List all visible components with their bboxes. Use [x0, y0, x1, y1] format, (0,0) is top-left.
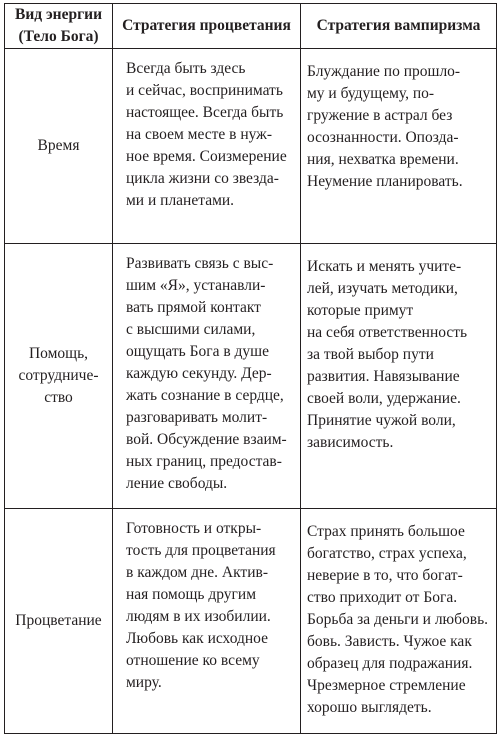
table-row	[5, 509, 497, 734]
cell-line: ное время. Соизмерение	[126, 148, 287, 165]
cell-line: каждую секунду. Дер-	[126, 365, 272, 382]
header-line: вампиризма	[394, 17, 481, 34]
cell-line: Любовь как исходное	[126, 630, 269, 647]
header-line: (Тело Бога)	[18, 28, 99, 45]
cell-line: Процветание	[15, 612, 102, 629]
cell-line: настоящее. Всегда быть	[126, 104, 284, 121]
cell-line: вать прямой контакт	[126, 299, 261, 316]
header-line: Стратегия	[316, 17, 391, 34]
cell-line: на себя ответственность	[307, 324, 468, 341]
cell-line: ство	[44, 389, 73, 406]
cell-line: гружение в астрал без	[307, 107, 453, 124]
cell-line: отношение ко всему	[126, 652, 260, 669]
cell-line: Страх принять большое	[307, 523, 465, 540]
cell-line: Всегда быть здесь	[126, 60, 246, 77]
cell-line: хорошо выглядеть.	[307, 699, 432, 716]
cell-line: Принятие чужой воли,	[307, 412, 456, 429]
cell-line: сотрудниче-	[18, 367, 99, 384]
cell-line: Блуждание по прошло-	[307, 63, 461, 80]
prosperity-cell	[113, 244, 301, 509]
cell-line: миру.	[126, 674, 162, 691]
cell-line: осознанности. Опозда-	[307, 129, 459, 146]
cell-line: тость для процветания	[126, 542, 276, 559]
cell-line: ление свободы.	[126, 475, 228, 492]
cell-line: Неумение планировать.	[307, 173, 463, 190]
vampirism-cell	[301, 509, 497, 734]
cell-line: на своем месте в нуж-	[126, 126, 273, 143]
header-energy-type	[5, 4, 113, 49]
table-row	[5, 49, 497, 244]
cell-line: зависимость.	[307, 434, 394, 451]
cell-line: ство приходит от Бога.	[307, 589, 458, 606]
cell-line: за твой выбор пути	[307, 346, 434, 363]
table-row	[5, 244, 497, 509]
cell-line: своей воли, удержание.	[307, 390, 461, 407]
cell-line: цикла жизни со звезда-	[126, 170, 279, 187]
header-vampirism-strategy	[301, 4, 497, 49]
cell-line: разговаривать молит-	[126, 409, 268, 426]
cell-line: шим «Я», устанавли-	[126, 277, 266, 294]
cell-line: Развивать связь с выс-	[126, 255, 274, 272]
vampirism-cell	[301, 244, 497, 509]
cell-line: ощущать Бога в душе	[126, 343, 269, 360]
cell-line: неверие в то, что богат-	[307, 567, 463, 584]
cell-line: ная помощь другим	[126, 586, 257, 603]
cell-line: развития. Навязывание	[307, 368, 460, 385]
cell-line: богатство, страх успеха,	[307, 545, 467, 562]
cell-line: с высшими силами,	[126, 321, 256, 338]
cell-line: жать сознание в сердце,	[126, 387, 284, 404]
table-header	[5, 4, 497, 49]
table-body	[5, 49, 497, 734]
cell-line: которые примут	[307, 302, 414, 319]
cell-line: лей, изучать методики,	[307, 280, 458, 297]
header-line: процветания	[199, 17, 291, 34]
header-prosperity-strategy	[113, 4, 301, 49]
cell-line: Искать и менять учите-	[307, 258, 462, 275]
prosperity-cell	[113, 509, 301, 734]
header-line: Стратегия	[122, 17, 196, 34]
energy-strategy-table	[4, 3, 497, 734]
header-line: Вид энергии	[14, 6, 102, 23]
prosperity-cell	[113, 49, 301, 244]
category-cell	[5, 49, 113, 244]
cell-line: ния, нехватка времени.	[307, 151, 459, 168]
cell-line: бовь. Зависть. Чужое как	[307, 633, 472, 650]
category-cell	[5, 509, 113, 734]
vampirism-cell	[301, 49, 497, 244]
cell-line: и сейчас, воспринимать	[126, 82, 283, 99]
cell-line: Готовность и откры-	[126, 520, 262, 537]
cell-line: Чрезмерное стремление	[307, 677, 466, 694]
cell-line: образец для подражания.	[307, 655, 473, 672]
cell-line: Борьба за деньги и любовь.	[307, 611, 489, 628]
category-cell	[5, 244, 113, 509]
cell-line: Помощь,	[28, 345, 89, 362]
cell-line: людям в их изобилии.	[126, 608, 271, 625]
cell-line: вой. Обсуждение взаим-	[126, 431, 287, 448]
cell-line: в каждом дне. Актив-	[126, 564, 268, 581]
cell-line: Время	[37, 137, 80, 154]
cell-line: му и будущему, по-	[307, 85, 435, 102]
cell-line: ных границ, предостав-	[126, 453, 282, 470]
header-row	[5, 4, 497, 49]
cell-line: ми и планетами.	[126, 192, 235, 209]
